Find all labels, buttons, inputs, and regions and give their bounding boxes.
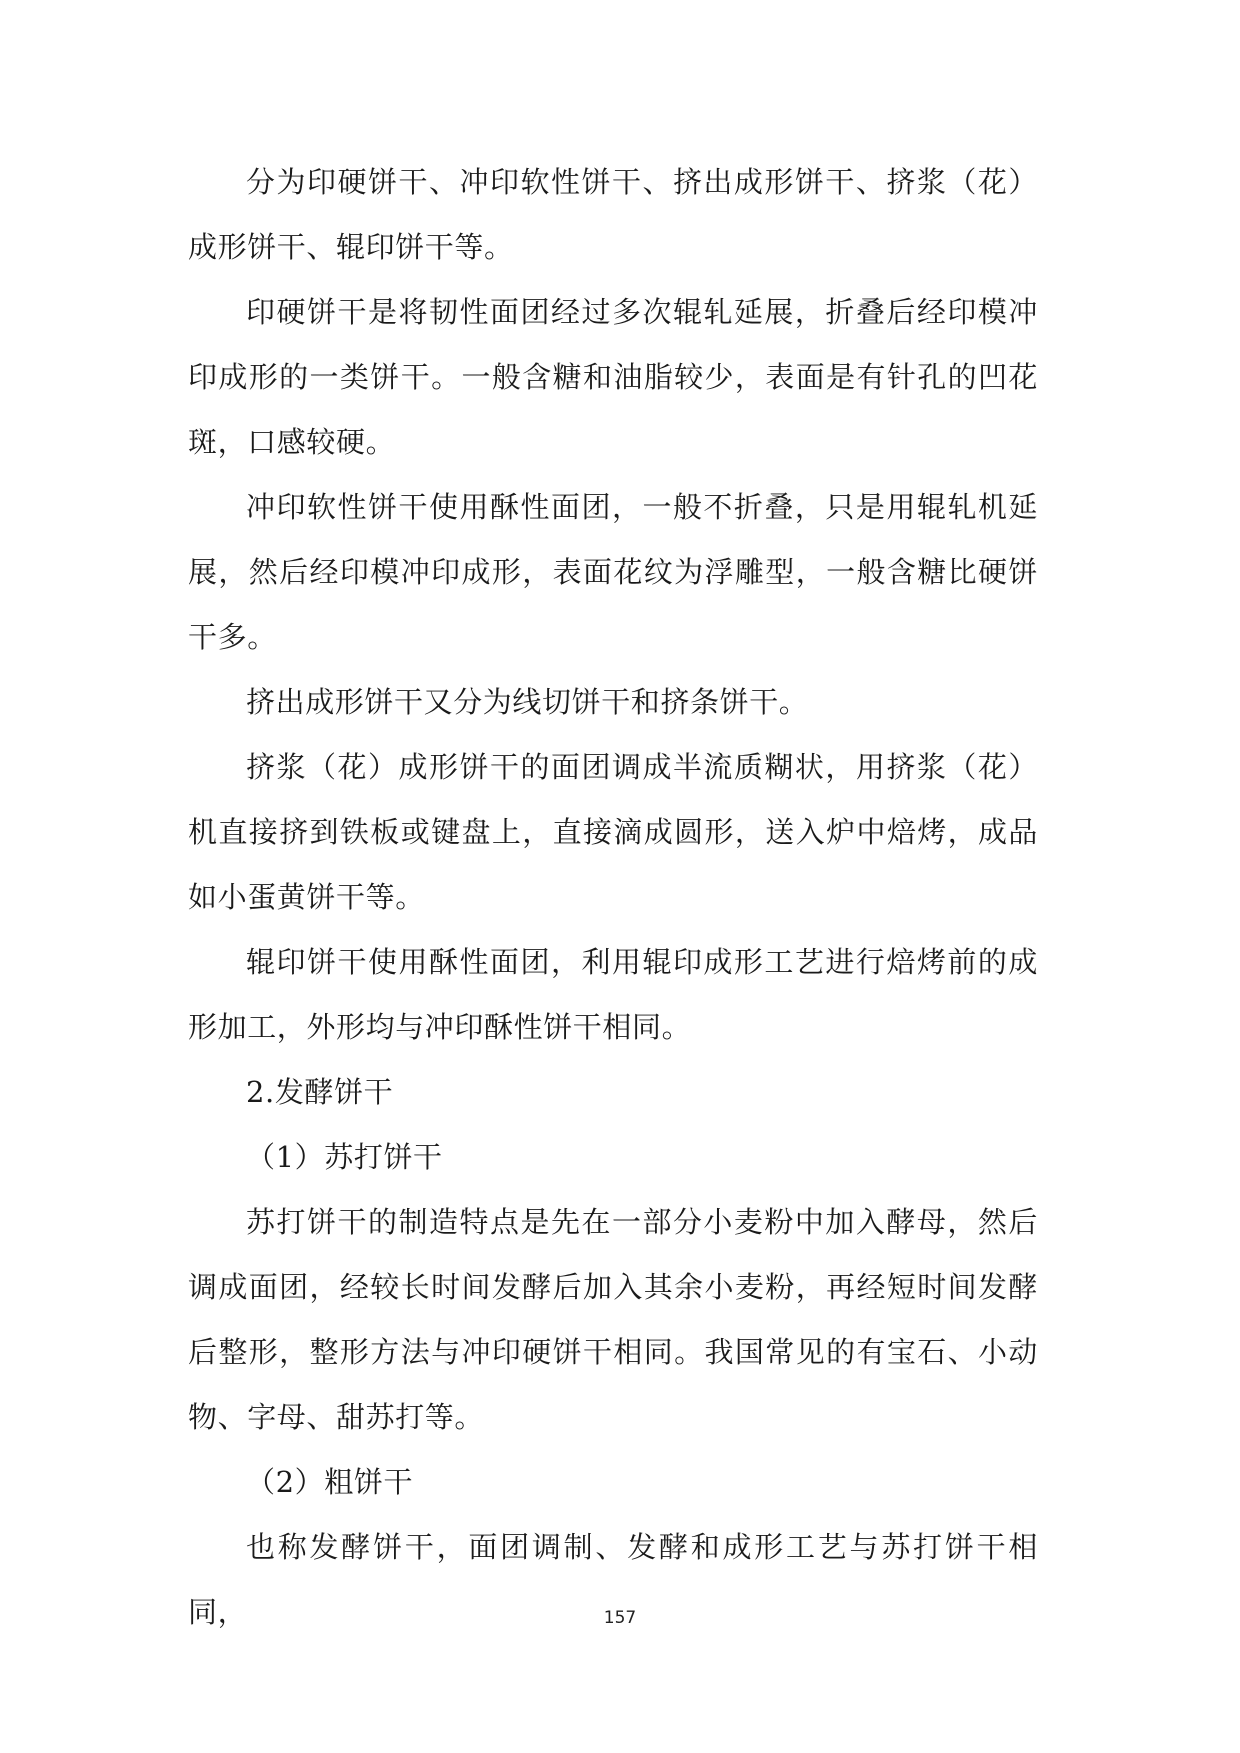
paragraph-extruded-biscuit: 挤出成形饼干又分为线切饼干和挤条饼干。 xyxy=(246,685,809,719)
heading-fermented-biscuit: 2.发酵饼干 xyxy=(246,1075,394,1109)
paragraph-soft-biscuit: 冲印软性饼干使用酥性面团，一般不折叠，只是用辊轧机延展，然后经印模冲印成形，表面花纹为浮雕型，一般含糖比硬饼干多。 xyxy=(188,490,1038,654)
paragraph-hard-biscuit: 印硬饼干是将韧性面团经过多次辊轧延展，折叠后经印模冲印成形的一类饼干。一般含糖和油脂较少，表面是有针孔的凹花斑，口感较硬。 xyxy=(188,295,1038,459)
paragraph-soda-cracker: 苏打饼干的制造特点是先在一部分小麦粉中加入酵母，然后调成面团，经较长时间发酵后加入其余小麦粉，再经短时间发酵后整形，整形方法与冲印硬饼干相同。我国常见的有宝石、小动物、字母、甜苏打等。 xyxy=(188,1205,1038,1434)
heading-soda-cracker: （1）苏打饼干 xyxy=(246,1140,443,1174)
paragraph-piped-biscuit: 挤浆（花）成形饼干的面团调成半流质糊状，用挤浆（花）机直接挤到铁板或键盘上，直接滴成圆形，送入炉中焙烤，成品如小蛋黄饼干等。 xyxy=(188,750,1038,914)
page-number: 157 xyxy=(603,1608,637,1628)
body-text xyxy=(188,150,1038,1645)
paragraph-forming-types: 分为印硬饼干、冲印软性饼干、挤出成形饼干、挤浆（花）成形饼干、辊印饼干等。 xyxy=(188,165,1038,264)
heading-coarse-biscuit: （2）粗饼干 xyxy=(246,1465,414,1499)
paragraph-coarse-biscuit: 也称发酵饼干，面团调制、发酵和成形工艺与苏打饼干相同， xyxy=(188,1530,1038,1629)
paragraph-rotary-biscuit: 辊印饼干使用酥性面团，利用辊印成形工艺进行焙烤前的成形加工，外形均与冲印酥性饼干相同。 xyxy=(188,945,1038,1044)
